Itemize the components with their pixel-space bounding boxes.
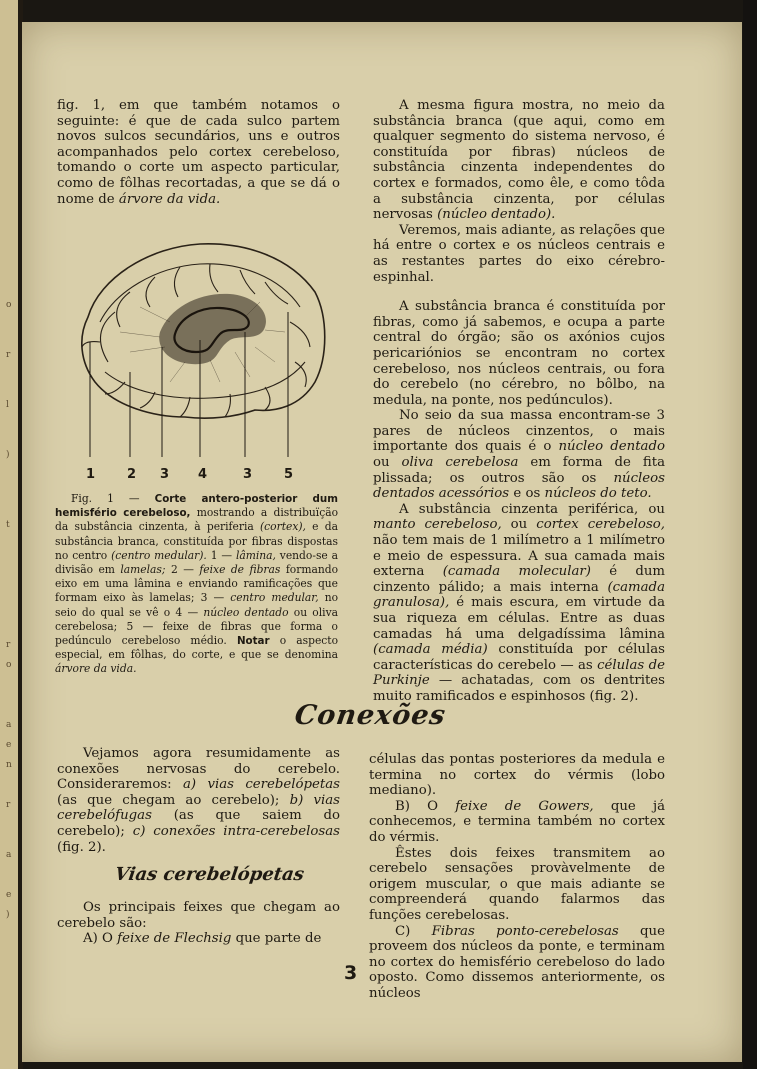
paragraph: Veremos, mais adiante, as relações que há entre o cortex e os núcleos centrais e as restantes partes do eixo cérebro-espinhal. (373, 222, 665, 285)
figure-label-5: 5 (284, 467, 294, 482)
left-column-top (57, 98, 340, 207)
cerebellum-section-figure (60, 222, 335, 487)
paragraph: B) O feixe de Gowers, que já conhecemos, e termina também no cortex do vérmis. (369, 798, 666, 845)
section-title: Conexões (292, 700, 448, 731)
left-column-bottom (57, 746, 340, 855)
paragraph: No seio da sua massa encontram-se 3 pares de núcleos cinzentos, o mais importante dos quais é o núcleo dentado ou oliva cerebelosa em forma de fita plissada; os outros são os núcleos dentados acessórios e os núcleos do teto. (373, 408, 666, 502)
paragraph: células das pontas posteriores da medula e termina no cortex do vérmis (lobo mediano). (369, 752, 665, 799)
paragraph: Êstes dois feixes transmitem ao cerebelo sensações provàvelmente de origem muscular, o que mais adiante se compreenderá quando falarmos das funções cerebelosas. (369, 845, 665, 923)
paragraph: A substância cinzenta periférica, ou manto cerebeloso, ou cortex cerebeloso, não tem mais de 1 milímetro a 1 milímetro e meio de espessura. A sua camada mais externa (camada molecular) é dum cinzento pálido; a mais interna (camada granulosa), é mais escura, em virtude da sua riqueza em células. Entre as duas camadas há uma delgadíssima lâmina (camada média) constituída por células características do cerebelo — as células de Purkinje — achatadas, com os dentrites muito ramificados e espinhosos (fig. 2). (373, 501, 666, 704)
paragraph: Vejamos agora resumidamente as conexões nervosas do cerebelo. Consideraremos: a) vias cerebelópetas (as que chegam ao cerebelo); b) vias cerebelófugas (as que saiem do cerebelo); c) conexões intra-cerebelosas (fig. 2). (57, 746, 340, 855)
paragraph: A) O feixe de Flechsig que parte de (83, 931, 322, 947)
figure-caption: Fig. 1 — Corte antero-posterior dum hemisfério cerebeloso, mostrando a distribuïção da substância cinzenta, à periferia (cortex), e da substância branca, constituída por fibras dispostas no centro (centro medular). 1 — lâmina, vendo-se a divisão em lamelas; 2 — feixe de fibras formando eixo em uma lâmina e enviando ramificações que formam eixo às lamelas; 3 — centro medular, no seio do qual se vê o 4 — núcleo dentado ou oliva cerebelosa; 5 — feixe de fibras que forma o pedúnculo cerebeloso médio. Notar o aspecto especial, em fôlhas, do corte, e que se denomina árvore da vida. (55, 492, 339, 676)
paragraph: fig. 1, em que também notamos o seguinte: é que de cada sulco partem novos sulcos secundários, uns e outros acompanhados pelo cortex cerebeloso, tomando o corte um aspecto particular, como de fôlhas recortadas, a que se dá o nome de árvore da vida. (57, 98, 340, 207)
right-edge (743, 0, 757, 1069)
paragraph: A substância branca é constituída por fibras, como já sabemos, e ocupa a parte central do órgão; são os axónios cujos pericariónios se encontram no cortex cerebeloso, nos núcleos centrais, ou fora do cerebelo (no cérebro, no bôlbo, na medula, na ponte, nos pedúnculos). (373, 299, 665, 408)
paragraph: A mesma figura mostra, no meio da substância branca (que aqui, como em qualquer segmento do sistema nervoso, é constituída por fibras) núcleos de substância cinzenta independentes do cortex e formados, como êle, e como tôda a substância cinzenta, por células nervosas (núcleo dentado). (373, 98, 665, 223)
figure-label-4: 4 (198, 467, 208, 482)
paragraph: C) Fibras ponto-cerebelosas que proveem dos núcleos da ponte, e terminam no cortex do hemisfério cerebeloso do lado oposto. Como dissemos anteriormente, os núcleos (369, 923, 665, 1001)
previous-page-edge: o r l ) t r o a e n r a e ) (0, 0, 20, 1069)
figure-label-3b: 3 (243, 467, 253, 482)
figure-label-2: 2 (127, 467, 137, 482)
figure-label-1: 1 (86, 467, 96, 482)
page-number: 3 (344, 962, 358, 984)
right-column-bottom (369, 752, 665, 1002)
subsection-title: Vias cerebelópetas (113, 864, 306, 885)
figure-label-3: 3 (160, 467, 170, 482)
left-column-bottom-2 (57, 900, 340, 947)
right-column-top (373, 98, 665, 705)
paragraph: Os principais feixes que chegam ao cerebelo são: (57, 900, 340, 931)
